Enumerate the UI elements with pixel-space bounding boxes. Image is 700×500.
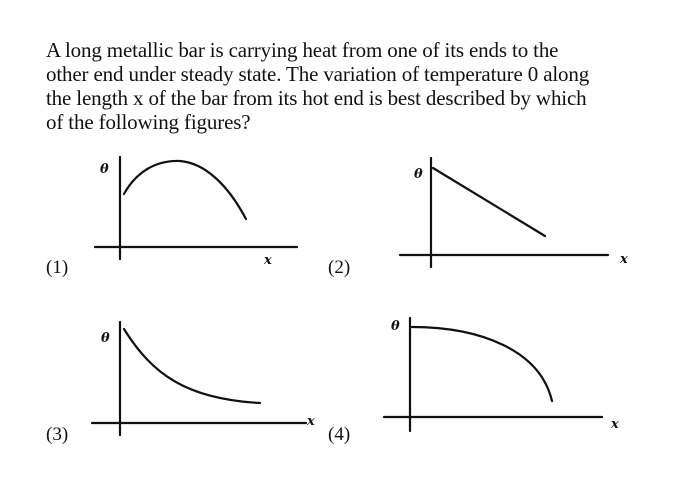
- question-line-3: the length x of the bar from its hot end is best described by which: [46, 86, 587, 110]
- option-1-curve: [124, 161, 246, 219]
- option-2-label[interactable]: (2): [328, 257, 351, 278]
- option-3-graph: [92, 322, 315, 435]
- question-line-4: of the following figures?: [46, 110, 251, 134]
- option-4-y-axis-label: θ: [391, 319, 400, 334]
- question-line-2: other end under steady state. The variation of temperature 0 along: [46, 62, 590, 86]
- option-3-curve: [124, 329, 260, 403]
- question-line-1: A long metallic bar is carrying heat from one of its ends to the: [46, 38, 559, 62]
- option-4-x-axis-label: x: [611, 417, 619, 432]
- option-3-x-axis-label: x: [307, 414, 315, 429]
- option-2-y-axis-label: θ: [414, 167, 423, 182]
- option-4-label[interactable]: (4): [328, 424, 351, 445]
- option-1-y-axis-label: θ: [100, 162, 109, 177]
- option-1-graph: [95, 157, 297, 268]
- option-3-y-axis-label: θ: [101, 331, 110, 346]
- option-1-x-axis-label: x: [264, 253, 272, 268]
- option-4-curve: [412, 327, 552, 401]
- option-1-label[interactable]: (1): [46, 257, 69, 278]
- option-2-graph: [400, 158, 628, 267]
- option-2-x-axis-label: x: [620, 252, 628, 267]
- option-3-label[interactable]: (3): [46, 424, 69, 445]
- option-2-curve: [433, 168, 545, 236]
- option-4-graph: [384, 318, 619, 432]
